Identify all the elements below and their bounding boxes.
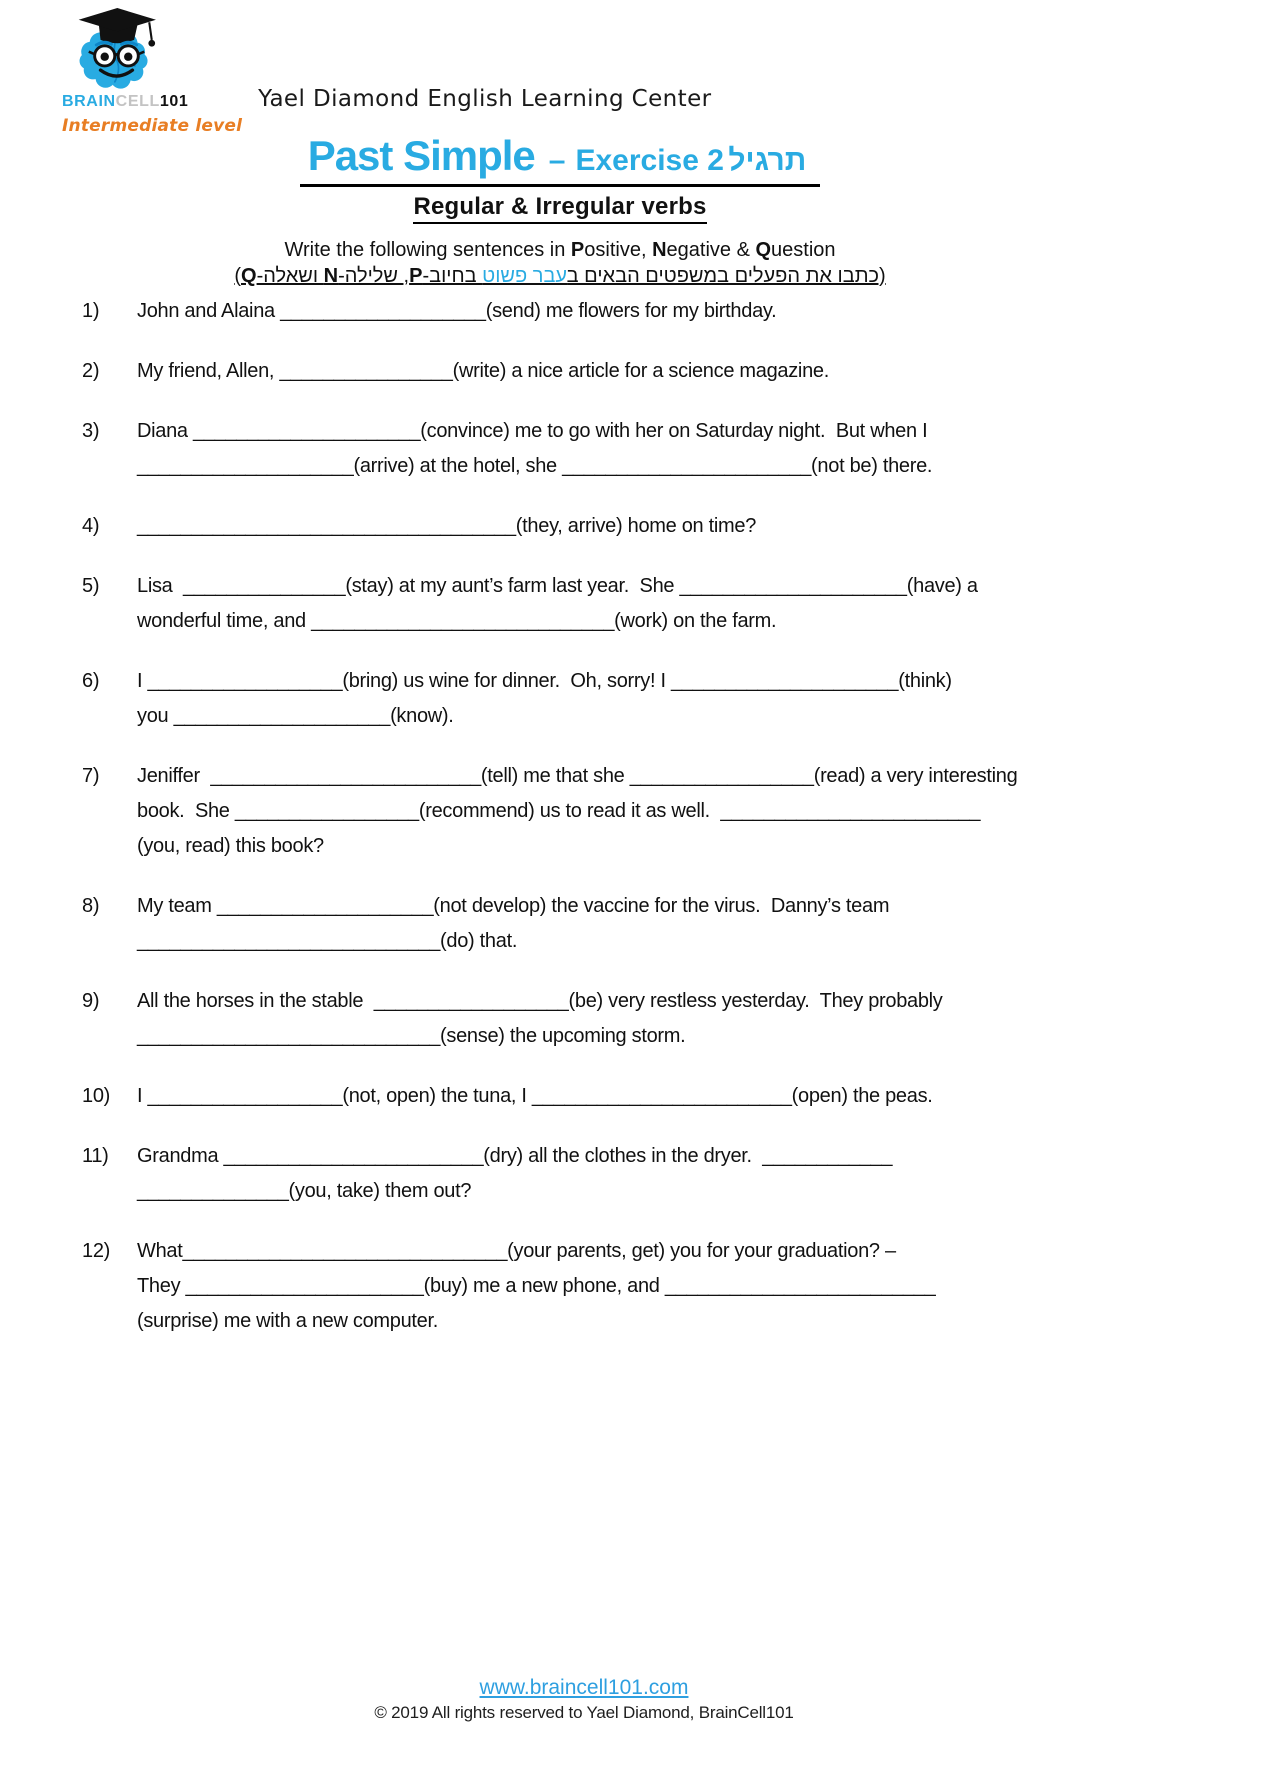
text-segment: egative & — [666, 239, 756, 261]
item-number: 9) — [82, 990, 100, 1012]
exercise-item — [82, 664, 1114, 734]
item-number: 4) — [82, 515, 100, 537]
item-line: All the horses in the stable __________________(be) very restless yesterday. They probably — [137, 990, 943, 1012]
item-line: What______________________________(your parents, get) you for your graduation? – — [137, 1240, 896, 1262]
level-label: Intermediate level — [62, 116, 243, 136]
item-line: you ____________________(know). — [137, 705, 454, 727]
exercise-item — [82, 294, 1114, 329]
subtitle-row — [60, 193, 1060, 224]
exercise-item — [82, 414, 1114, 484]
item-line: Diana _____________________(convince) me to go with her on Saturday night. But when I — [137, 420, 928, 442]
brain-mascot-icon — [68, 8, 170, 92]
item-line: ______________(you, take) them out? — [137, 1180, 472, 1202]
item-body — [137, 414, 1114, 484]
instructions-hebrew-text — [234, 265, 885, 287]
text-segment: ושאלה- — [256, 265, 324, 287]
exercise-item — [82, 889, 1114, 959]
item-number: 1) — [82, 300, 100, 322]
text-segment: N — [652, 239, 667, 261]
text-segment: ) — [234, 265, 241, 287]
exercise-item — [82, 1139, 1114, 1209]
text-segment: Write the following sentences in — [284, 239, 571, 261]
item-line: wonderful time, and ____________________________(work) on the farm. — [137, 610, 777, 632]
item-line: My friend, Allen, ________________(write) a nice article for a science magazine. — [137, 360, 829, 382]
exercise-item — [82, 509, 1114, 544]
footer — [60, 1676, 1108, 1723]
item-line: ___________________________________(they, arrive) home on time? — [137, 515, 757, 537]
item-line: ____________________________(do) that. — [137, 930, 518, 952]
exercise-item — [82, 984, 1114, 1054]
brand-brain: BRAIN — [62, 93, 116, 110]
item-body — [137, 354, 1114, 389]
item-line: Lisa _______________(stay) at my aunt’s farm last year. She _____________________(have) a — [137, 575, 978, 597]
item-line: I __________________(not, open) the tuna, I ________________________(open) the peas. — [137, 1085, 933, 1107]
item-body — [137, 569, 1114, 639]
text-segment: N — [323, 265, 339, 287]
item-line: My team ____________________(not develop) the vaccine for the virus. Danny’s team — [137, 895, 890, 917]
header — [62, 8, 711, 136]
item-body — [137, 1139, 1114, 1209]
item-number: 6) — [82, 670, 100, 692]
item-line: Jeniffer _________________________(tell) me that she _________________(read) a very interesting — [137, 765, 1018, 787]
item-number: 2) — [82, 360, 100, 382]
item-body — [137, 1234, 1114, 1339]
text-segment: עבר פשוט — [482, 265, 568, 287]
brand-101: 101 — [159, 93, 189, 110]
item-line: They ______________________(buy) me a new phone, and _________________________ — [137, 1275, 936, 1297]
title-exercise: Exercise 2 — [575, 144, 724, 177]
exercise-item — [82, 759, 1114, 864]
item-number: 10) — [82, 1085, 111, 1107]
exercise-item — [82, 354, 1114, 389]
item-line: (you, read) this book? — [137, 835, 324, 857]
item-number: 7) — [82, 765, 100, 787]
braincell-logo — [62, 8, 242, 136]
item-number: 11) — [82, 1145, 109, 1167]
item-line: John and Alaina ___________________(send) me flowers for my birthday. — [137, 300, 777, 322]
copyright-text: © 2019 All rights reserved to Yael Diamond, BrainCell101 — [374, 1703, 794, 1722]
instructions-english — [60, 239, 1060, 262]
exercise-item — [82, 1234, 1114, 1339]
item-line: I __________________(bring) us wine for dinner. Oh, sorry! I _____________________(think) — [137, 670, 952, 692]
item-number: 8) — [82, 895, 100, 917]
brand-wordmark — [62, 93, 188, 111]
item-body — [137, 509, 1114, 544]
text-segment: , שלילה- — [338, 265, 410, 287]
item-body — [137, 889, 1114, 959]
center-name: Yael Diamond English Learning Center — [258, 86, 712, 112]
text-segment: uestion — [771, 239, 836, 261]
title-main: Past Simple — [307, 132, 535, 179]
text-segment: בחיוב- — [422, 265, 483, 287]
website-link[interactable]: www.braincell101.com — [479, 1676, 689, 1699]
text-segment: P — [409, 265, 423, 287]
title-hebrew: תרגיל — [728, 144, 807, 177]
text-segment: Q — [755, 239, 772, 261]
head-text-block — [60, 132, 1060, 288]
title-dash: – — [548, 144, 566, 177]
item-line: ____________________________(sense) the upcoming storm. — [137, 1025, 686, 1047]
item-number: 3) — [82, 420, 100, 442]
subtitle: Regular & Irregular verbs — [413, 193, 706, 224]
exercise-items — [82, 294, 1114, 1364]
item-line: ____________________(arrive) at the hotel, she _______________________(not be) there. — [137, 455, 933, 477]
text-segment: P — [570, 239, 585, 261]
text-segment: ositive, — [584, 239, 653, 261]
instructions-hebrew — [60, 265, 1060, 288]
item-line: Grandma ________________________(dry) all the clothes in the dryer. ____________ — [137, 1145, 893, 1167]
brand-cell: CELL — [115, 93, 160, 110]
text-segment: Q — [241, 265, 257, 287]
exercise-item — [82, 1079, 1114, 1114]
text-segment: (כתבו את הפעלים במשפטים הבאים ב — [567, 265, 886, 287]
item-body — [137, 294, 1114, 329]
item-body — [137, 1079, 1114, 1114]
page-title — [300, 132, 821, 187]
item-body — [137, 759, 1114, 864]
item-body — [137, 664, 1114, 734]
title-row — [60, 132, 1060, 187]
exercise-item — [82, 569, 1114, 639]
item-line: book. She _________________(recommend) us to read it as well. ________________________ — [137, 800, 981, 822]
item-line: (surprise) me with a new computer. — [137, 1310, 439, 1332]
item-number: 5) — [82, 575, 100, 597]
item-number: 12) — [82, 1240, 111, 1262]
item-body — [137, 984, 1114, 1054]
